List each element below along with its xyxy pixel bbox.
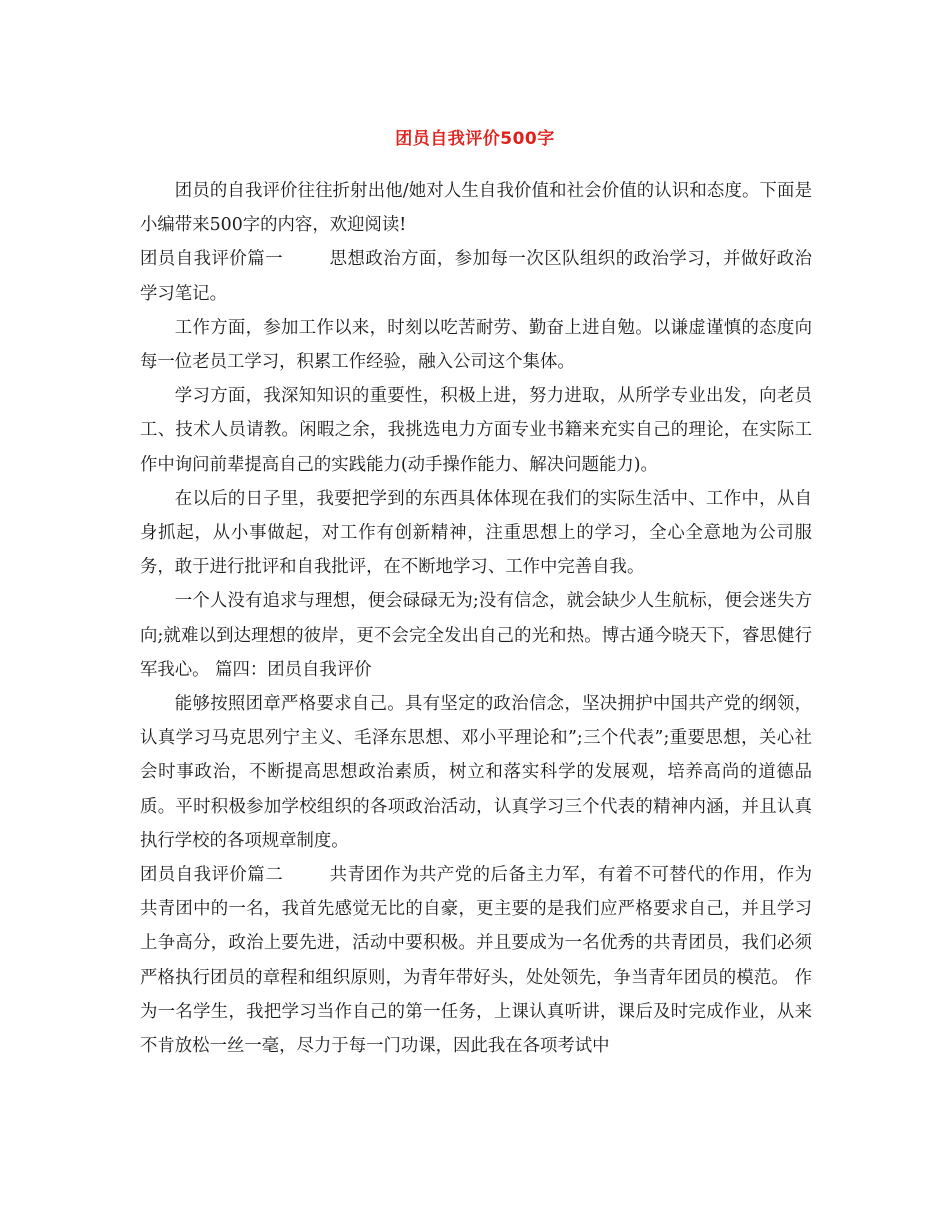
paragraph [140, 482, 812, 585]
paragraph [140, 687, 812, 858]
section-heading: 团员自我评价篇一 [140, 249, 284, 270]
paragraph [140, 311, 812, 379]
paragraph [140, 242, 812, 310]
paragraph [140, 379, 812, 482]
document-body [140, 174, 812, 1063]
paragraph-text: 共青团作为共产党的后备主力军，有着不可替代的作用，作为共青团中的一名，我首先感觉无比的自豪，更主要的是我们应严格要求自己，并且学习上争高分，政治上要先进，活动中要积极。并且要成为一名优秀的共青团员，我们必须严格执行团员的章程和组织原则，为青年带好头，处处领先，争当青年团员的模范。 作为一名学生，我把学习当作自己的第一任务，上课认真听讲，课后及时完成作业，从来不肯放松一丝一毫，尽力于每一门功课，因此我在各项考试中 [140, 865, 812, 1057]
paragraph-text: 能够按照团章严格要求自己。具有坚定的政治信念，坚决拥护中国共产党的纲领，认真学习马克思列宁主义、毛泽东思想、邓小平理论和”;三个代表”;重要思想，关心社会时事政治，不断提高思想政治素质，树立和落实科学的发展观，培养高尚的道德品质。平时积极参加学校组织的各项政治活动，认真学习三个代表的精神内涵，并且认真执行学校的各项规章制度。 [140, 694, 812, 851]
paragraph-text: 一个人没有追求与理想，便会碌碌无为;没有信念，就会缺少人生航标，便会迷失方向;就难以到达理想的彼岸，更不会完全发出自己的光和热。博古通今晓天下，睿思健行军我心。 篇四：团员自我评价 [140, 591, 812, 680]
paragraph-text: 团员的自我评价往往折射出他/她对人生自我价值和社会价值的认识和态度。下面是小编带来500字的内容，欢迎阅读! [140, 181, 812, 236]
paragraph-text: 工作方面，参加工作以来，时刻以吃苦耐劳、勤奋上进自勉。以谦虚谨慎的态度向每一位老员工学习，积累工作经验，融入公司这个集体。 [140, 317, 812, 373]
paragraph [140, 858, 812, 1063]
paragraph [140, 584, 812, 687]
paragraph [140, 174, 812, 242]
paragraph-text: 在以后的日子里，我要把学到的东西具体体现在我们的实际生活中、工作中，从自身抓起，从小事做起，对工作有创新精神，注重思想上的学习，全心全意地为公司服务，敢于进行批评和自我批评，在不断地学习、工作中完善自我。 [140, 488, 812, 578]
paragraph-text: 学习方面，我深知知识的重要性，积极上进，努力进取，从所学专业出发，向老员工、技术人员请教。闲暇之余，我挑选电力方面专业书籍来充实自己的理论，在实际工作中询问前辈提高自己的实践能力(动手操作能力、解决问题能力)。 [140, 386, 812, 475]
document-title: 团员自我评价500字 [395, 129, 555, 149]
paragraph-text: 思想政治方面，参加每一次区队组织的政治学习，并做好政治学习笔记。 [140, 249, 812, 304]
section-heading: 团员自我评价篇二 [140, 865, 284, 886]
